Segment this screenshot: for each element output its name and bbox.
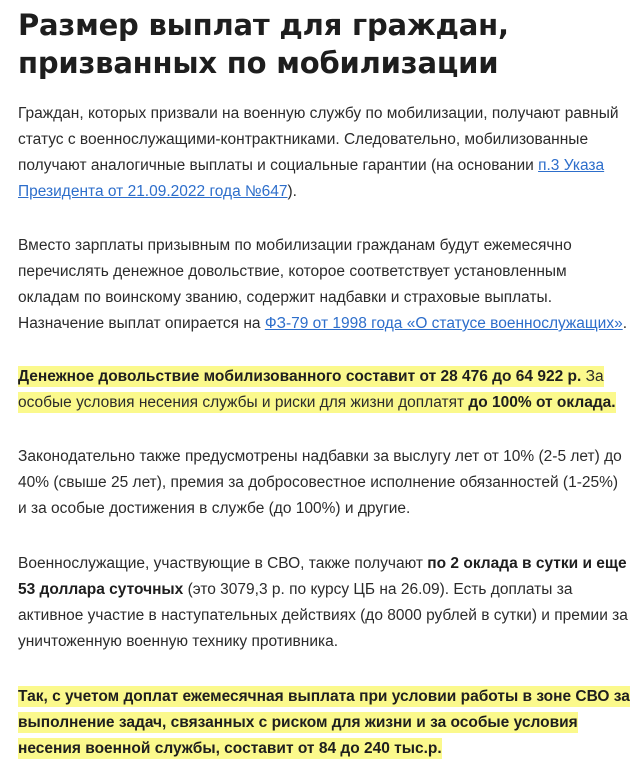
paragraph-end: ).	[287, 183, 297, 200]
paragraph-total	[18, 684, 630, 762]
highlighted-text	[18, 366, 616, 413]
paragraph-allowance-amount	[18, 364, 630, 416]
highlighted-text	[18, 686, 630, 759]
paragraph-text: Военнослужащие, участвующие в СВО, также получают	[18, 555, 428, 572]
article	[18, 0, 630, 762]
paragraph-svo-payments	[18, 551, 630, 655]
bonus-amount: до 100% от оклада.	[468, 394, 616, 411]
allowance-range: Денежное довольствие мобилизованного составит от 28 476 до 64 922 р.	[18, 368, 582, 385]
paragraph-text: За особые условия несения службы и риски для жизни доплатят	[18, 368, 604, 411]
paragraph-bonuses: Законодательно также предусмотрены надбавки за выслугу лет от 10% (2-5 лет) до 40% (свыше 25 лет), премия за добросовестное исполнение обязанностей (1-25%) и за особые достижения в службе (до 100%) и другие.	[18, 448, 622, 517]
article-title: Размер выплат для граждан, призванных по мобилизации	[18, 8, 509, 80]
paragraph-text: Вместо зарплаты призывным по мобилизации гражданам будут ежемесячно перечислять денежное довольствие, которое соответствует установленным окладам по воинскому званию, содержит надбавки и страховые выплаты. Назначение выплат опирается на	[18, 237, 572, 332]
paragraph-text: Граждан, которых призвали на военную службу по мобилизации, получают равный статус с военнослужащими-контрактниками. Следовательно, мобилизованные получают аналогичные выплаты и социальные гарантии (на основании	[18, 105, 619, 174]
paragraph-text: (это 3079,3 р. по курсу ЦБ на 26.09). Есть доплаты за активное участие в наступательных действиях (до 8000 рублей в сутки) и премии за уничтоженную военную технику противника.	[18, 581, 628, 650]
total-payment: Так, с учетом доплат ежемесячная выплата при условии работы в зоне СВО за выполнение задач, связанных с риском для жизни и за особые условия несения военной службы, составит от 84 до 240 тыс.р.	[18, 688, 630, 757]
law-link[interactable]: ФЗ-79 от 1998 года «О статусе военнослужащих»	[264, 315, 623, 332]
paragraph-status	[18, 101, 630, 205]
paragraph-allowance	[18, 233, 630, 337]
decree-link[interactable]: п.3 Указа Президента от 21.09.2022 года №647	[18, 157, 605, 200]
daily-payment: по 2 оклада в сутки и еще 53 доллара суточных	[18, 555, 627, 598]
paragraph-end: .	[622, 315, 628, 332]
